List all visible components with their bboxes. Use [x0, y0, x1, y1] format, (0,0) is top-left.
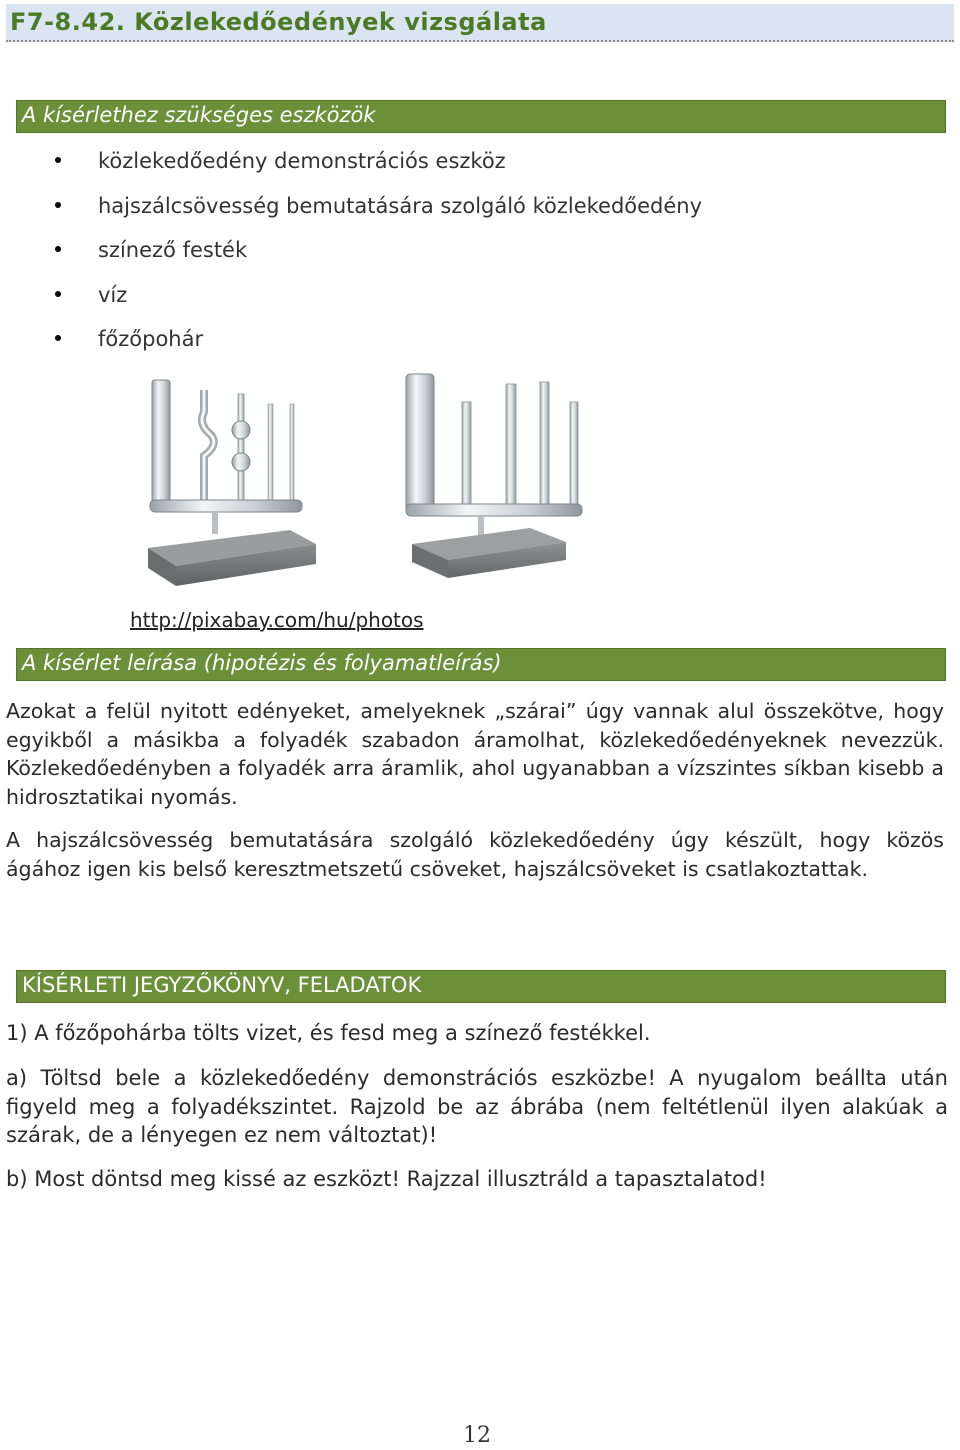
- task-b: b) Most döntsd meg kissé az eszközt! Rajzzal illusztráld a tapasztalatod!: [6, 1167, 767, 1191]
- bullet-dot-icon: [55, 291, 61, 297]
- description-section-header: [16, 648, 946, 681]
- tool-label: színező festék: [98, 238, 248, 262]
- tool-label: hajszálcsövesség bemutatására szolgáló közlekedőedény: [98, 193, 703, 218]
- bullet-dot-icon: [55, 335, 61, 341]
- tools-section-header: [16, 100, 946, 133]
- bullet-dot-icon: [55, 157, 61, 163]
- description-heading: A kísérlet leírása (hipotézis és folyamatleírás): [22, 651, 502, 675]
- tool-label: víz: [98, 282, 128, 307]
- capillary-vessel-photo: [140, 372, 320, 594]
- page-title: F7-8.42. Közlekedőedények vizsgálata: [10, 8, 547, 36]
- bullet-dot-icon: [55, 246, 61, 252]
- tool-label: közlekedőedény demonstrációs eszköz: [98, 149, 506, 173]
- protocol-section-header: [16, 970, 946, 1003]
- protocol-heading: KÍSÉRLETI JEGYZŐKÖNYV, FELADATOK: [22, 973, 422, 997]
- task-1: 1) A főzőpohárba tölts vizet, és fesd meg a színező festékkel.: [6, 1021, 651, 1045]
- task-a: a) Töltsd bele a közlekedőedény demonstrációs eszközbe! A nyugalom beállta után figyeld meg a folyadékszintet. Rajzold be az ábrába (nem feltétlenül ilyen alakúak a szárak, de a lényegen ez nem változtat)!: [6, 1066, 948, 1148]
- page-title-bar: [6, 4, 954, 42]
- tool-label: főzőpohár: [98, 327, 204, 351]
- tools-heading: A kísérlethez szükséges eszközök: [22, 103, 376, 127]
- page-number: 12: [463, 1423, 491, 1448]
- description-paragraph-1: Azokat a felül nyitott edényeket, amelyeknek „szárai” úgy vannak alul összekötve, hogy egyikből a másikba a folyadék szabadon áramolhat, közlekedőedényeknek nevezzük. Közlekedőedényben a folyadék arra áramlik, ahol ugyanabban a vízszintes síkban kisebb a hidrosztatikai nyomás.: [6, 699, 944, 809]
- image-source-link[interactable]: http://pixabay.com/hu/photos: [130, 608, 424, 632]
- communicating-vessel-photo: [402, 372, 586, 582]
- bullet-dot-icon: [55, 202, 61, 208]
- description-paragraph-2: A hajszálcsövesség bemutatására szolgáló közlekedőedény úgy készült, hogy közös ágához igen kis belső keresztmetszetű csöveket, hajszálcsöveket is csatlakoztattak.: [6, 828, 944, 881]
